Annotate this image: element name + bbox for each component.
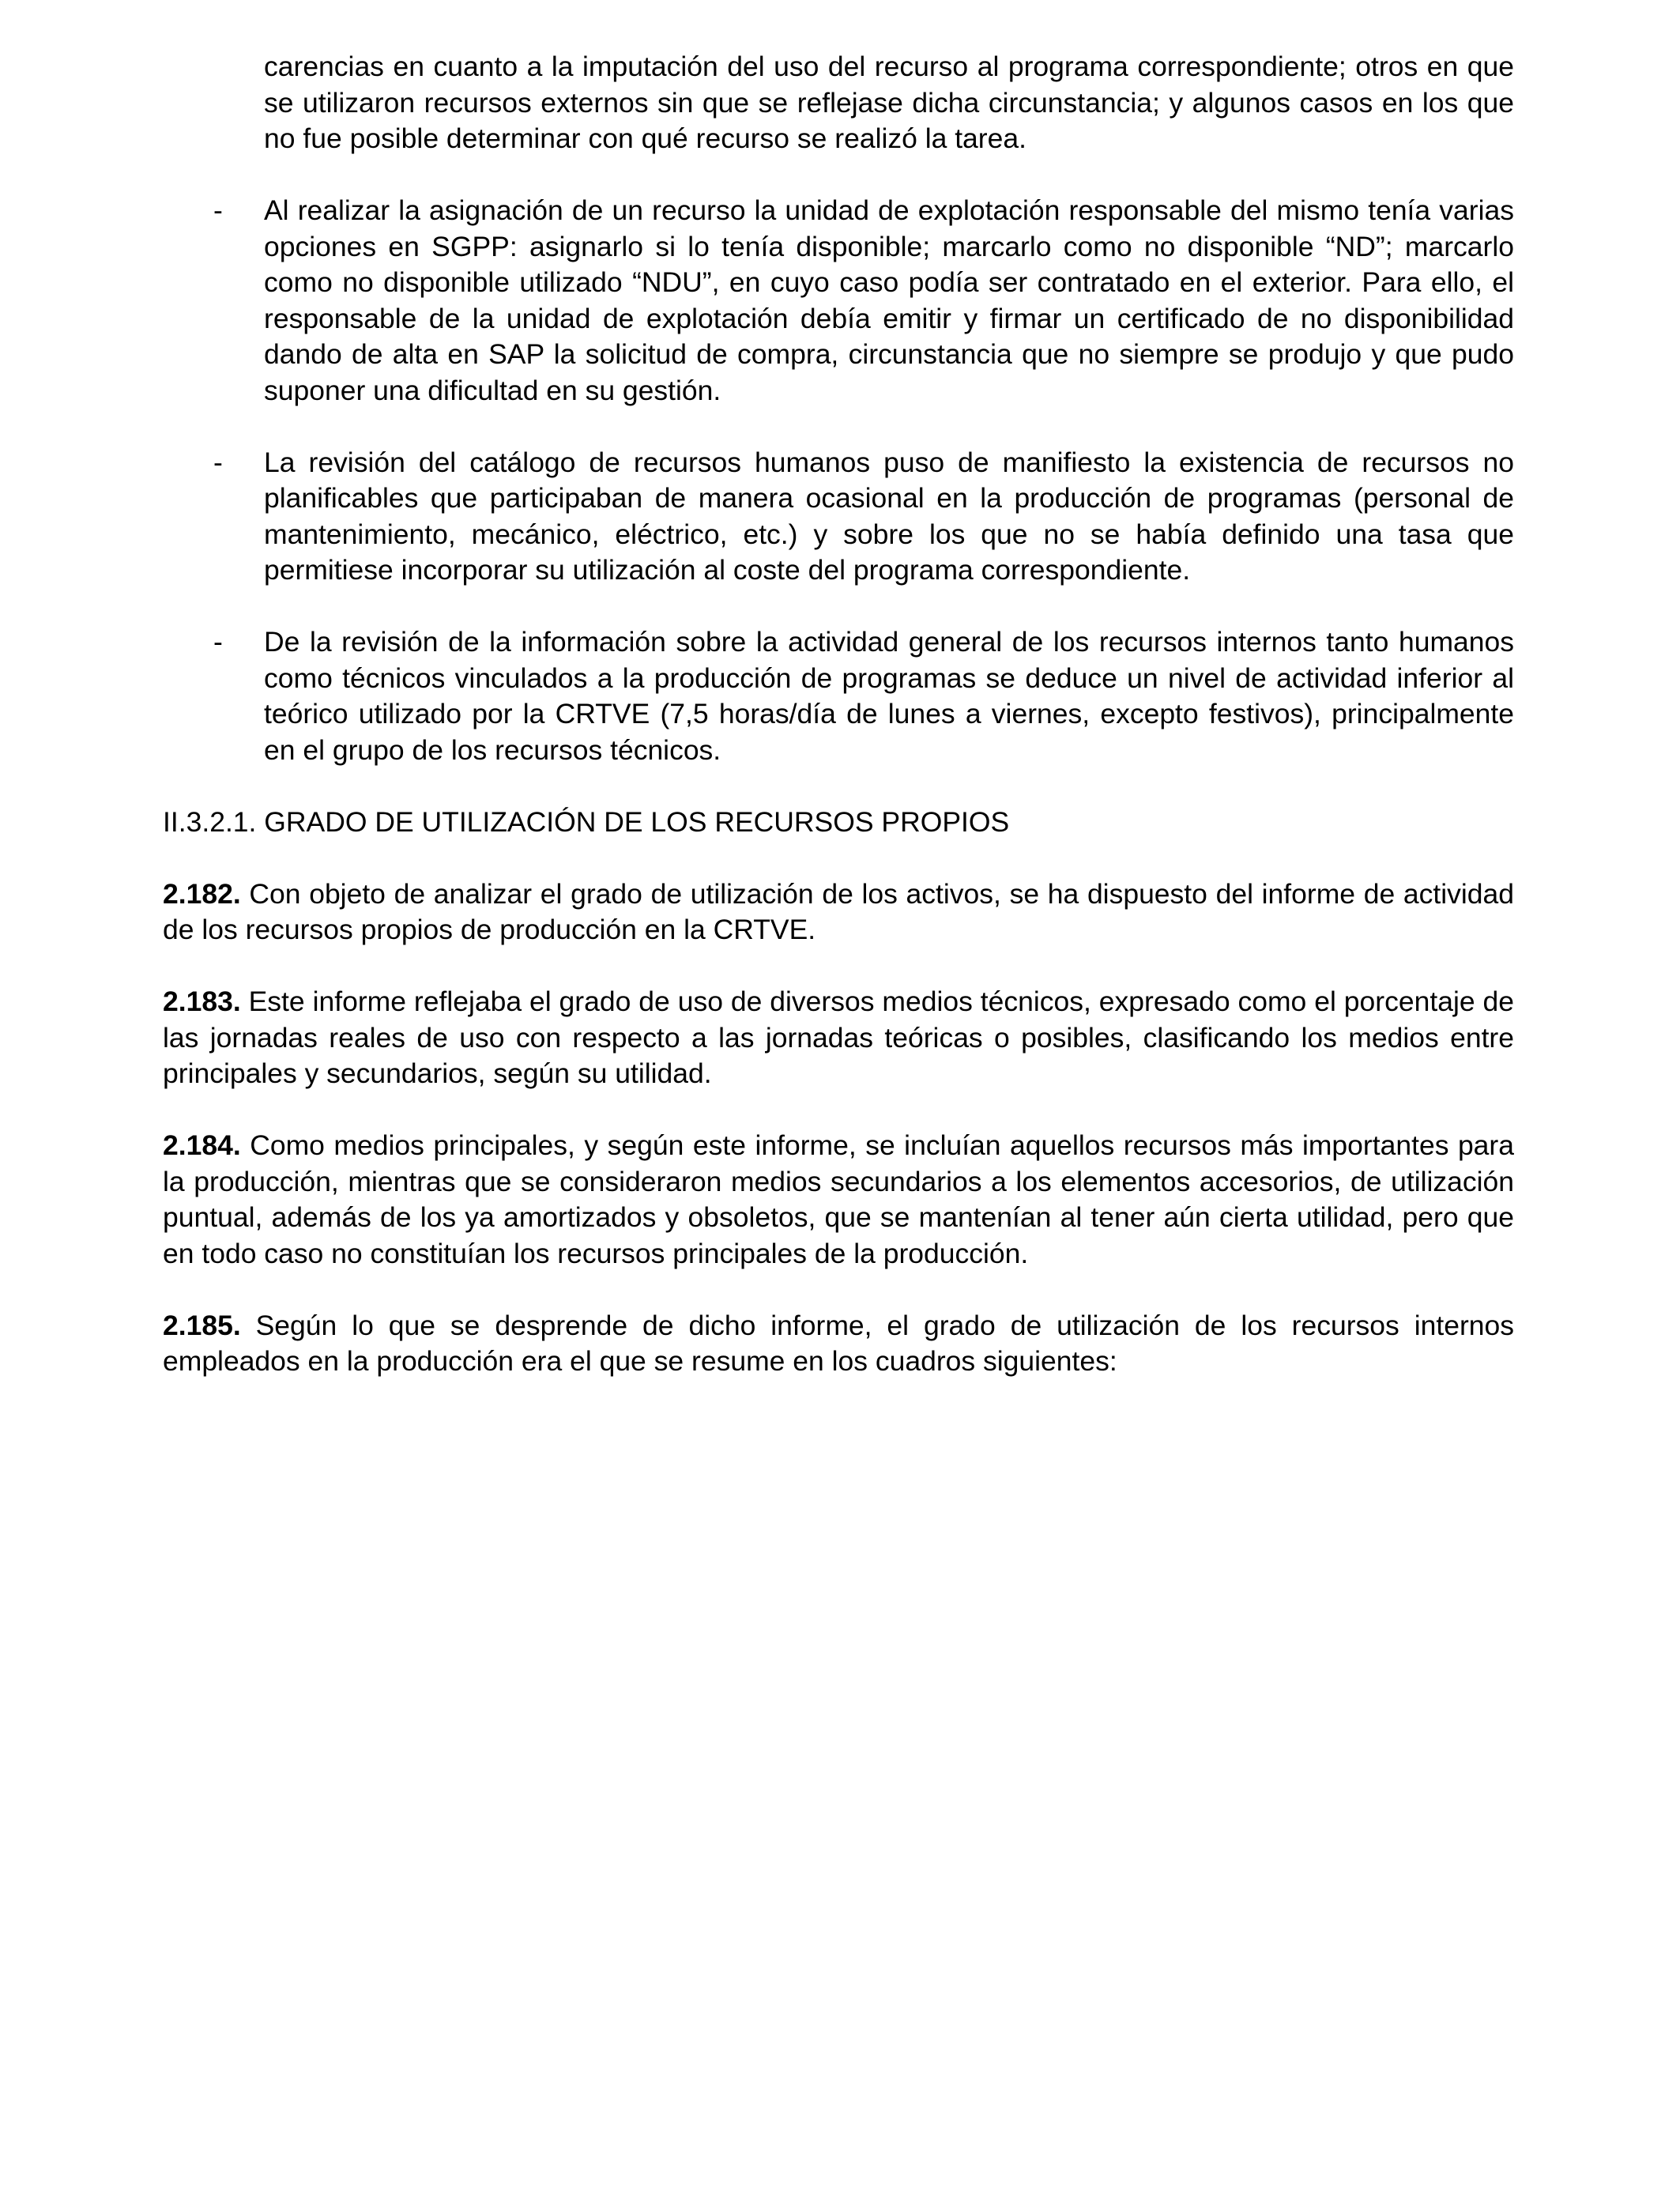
continuation-paragraph	[163, 49, 1514, 157]
paragraph-text: Con objeto de analizar el grado de utilización de los activos, se ha dispuesto del informe de actividad de los recursos propios de producción en la CRTVE.	[163, 877, 1514, 945]
bullet-text: De la revisión de la información sobre la actividad general de los recursos internos tanto humanos como técnicos vinculados a la producción de programas se deduce un nivel de actividad inferior al teórico utilizado por la CRTVE (7,5 horas/día de lunes a viernes, excepto festivos), principalmente en el grupo de los recursos técnicos.	[264, 626, 1514, 766]
continuation-text: carencias en cuanto a la imputación del uso del recurso al programa correspondiente; otros en que se utilizaron recursos externos sin que se reflejase dicha circunstancia; y algunos casos en los que no fue posible determinar con qué recurso se realizó la tarea.	[264, 51, 1514, 154]
bullet-item	[163, 624, 1514, 768]
bullet-dash: -	[213, 446, 223, 478]
section-heading: II.3.2.1. GRADO DE UTILIZACIÓN DE LOS RECURSOS PROPIOS	[163, 805, 1010, 838]
paragraph-number: 2.182.	[163, 877, 241, 910]
numbered-paragraph	[163, 1308, 1514, 1380]
paragraph-number: 2.185.	[163, 1309, 241, 1341]
bullet-text: Al realizar la asignación de un recurso la unidad de explotación responsable del mismo tenía varias opciones en SGPP: asignarlo si lo tenía disponible; marcarlo como no disponible “ND”; marcarlo como no disponible utilizado “NDU”, en cuyo caso podía ser contratado en el exterior. Para ello, el responsable de la unidad de explotación debía emitir y firmar un certificado de no disponibilidad dando de alta en SAP la solicitud de compra, circunstancia que no siempre se produjo y que pudo suponer una dificultad en su gestión.	[264, 194, 1514, 406]
bullet-dash: -	[213, 194, 223, 226]
paragraph-text: Según lo que se desprende de dicho informe, el grado de utilización de los recursos internos empleados en la producción era el que se resume en los cuadros siguientes:	[163, 1309, 1514, 1377]
numbered-paragraph	[163, 1128, 1514, 1272]
numbered-paragraph	[163, 984, 1514, 1092]
paragraph-text: Este informe reflejaba el grado de uso de diversos medios técnicos, expresado como el porcentaje de las jornadas reales de uso con respecto a las jornadas teóricas o posibles, clasificando los medios entre principales y secundarios, según su utilidad.	[163, 986, 1514, 1089]
numbered-paragraph	[163, 876, 1514, 948]
document-page	[163, 49, 1514, 1380]
paragraph-text: Como medios principales, y según este informe, se incluían aquellos recursos más importantes para la producción, mientras que se consideraron medios secundarios a los elementos accesorios, de utilización puntual, además de los ya amortizados y obsoletos, que se mantenían al tener aún cierta utilidad, pero que en todo caso no constituían los recursos principales de la producción.	[163, 1129, 1514, 1269]
paragraph-number: 2.183.	[163, 986, 241, 1017]
bullet-text: La revisión del catálogo de recursos humanos puso de manifiesto la existencia de recursos no planificables que participaban de manera ocasional en la producción de programas (personal de mantenimiento, mecánico, eléctrico, etc.) y sobre los que no se había definido una tasa que permitiese incorporar su utilización al coste del programa correspondiente.	[264, 446, 1514, 586]
bullet-item	[163, 445, 1514, 589]
bullet-item	[163, 193, 1514, 409]
paragraph-number: 2.184.	[163, 1129, 241, 1161]
bullet-dash: -	[213, 626, 223, 658]
